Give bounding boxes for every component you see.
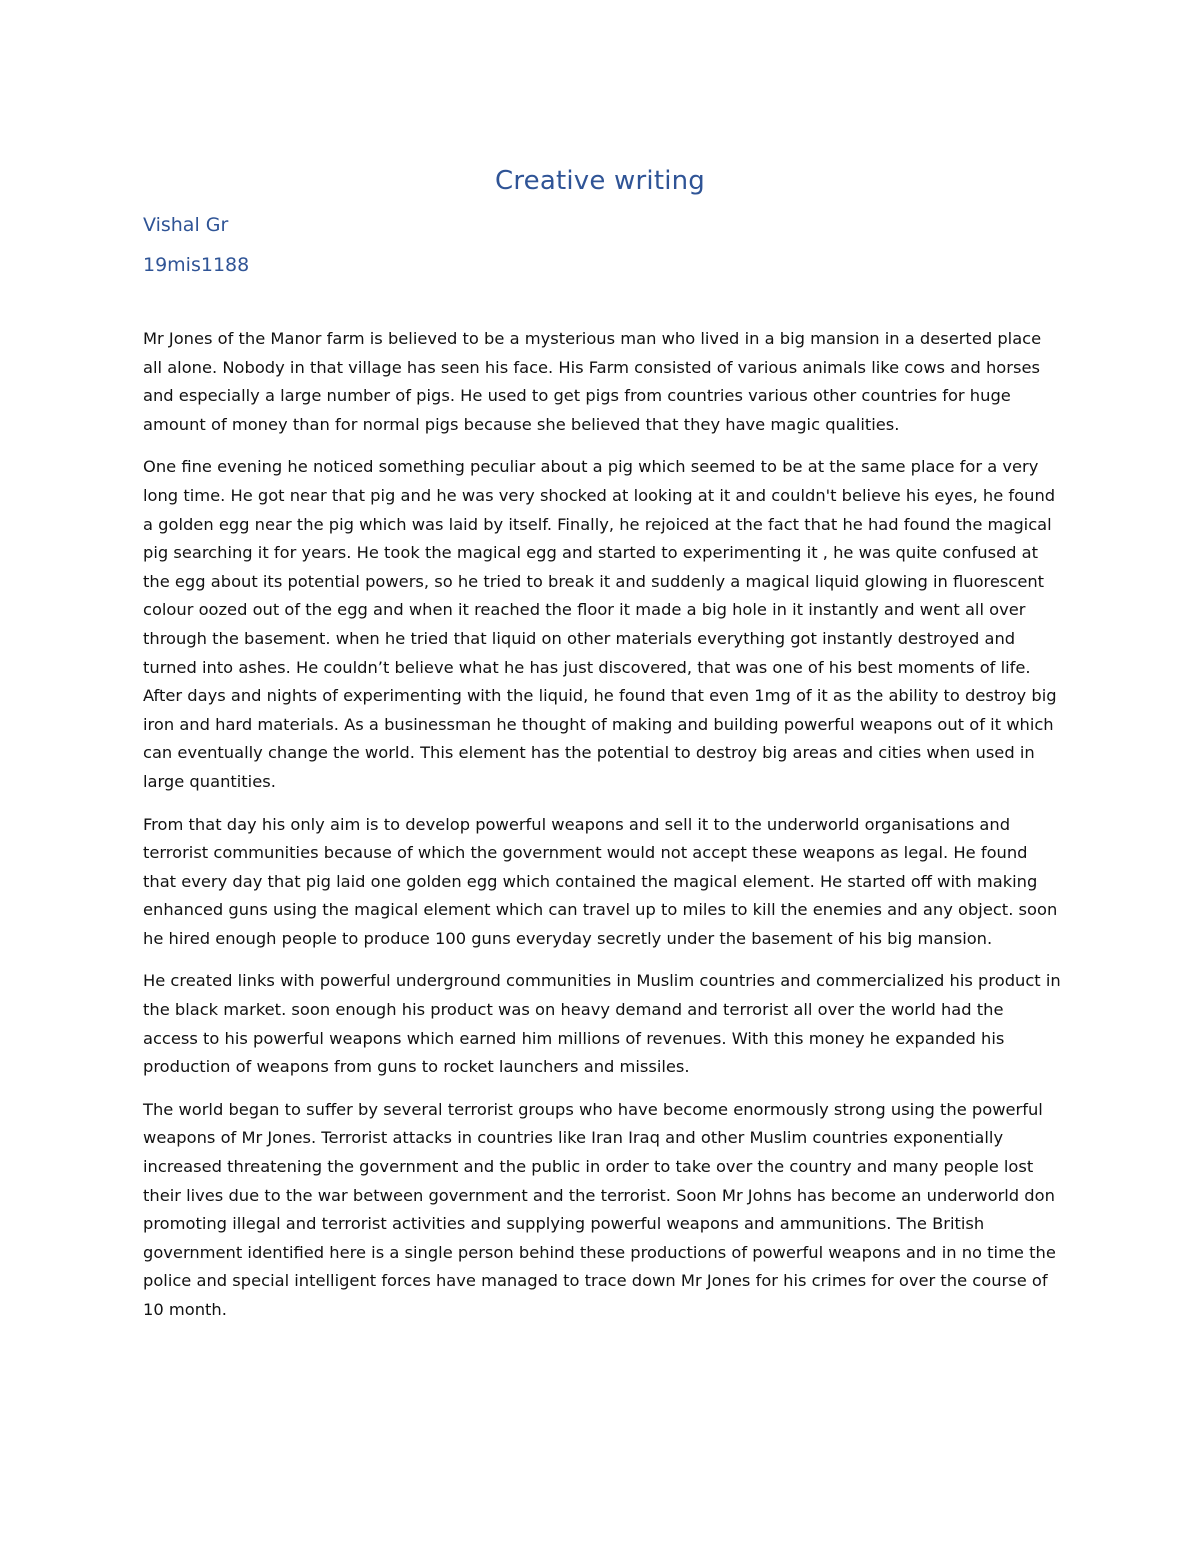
body-paragraph-1: Mr Jones of the Manor farm is believed to be a mysterious man who lived in a big mansion in a deserted place all alone. Nobody in that village has seen his face. His Farm consisted of various animals like cows and horses and especially a large number of pigs. He used to get pigs from countries various other countries for huge amount of money than for normal pigs because she believed that they have magic qualities. bbox=[143, 329, 1042, 434]
body-paragraph-3: From that day his only aim is to develop powerful weapons and sell it to the underworld organisations and terrorist communities because of which the government would not accept these weapons as legal. He found that every day that pig laid one golden egg which contained the magical element. He started off with making enhanced guns using the magical element which can travel up to miles to kill the enemies and any object. soon he hired enough people to produce 100 guns everyday secretly under the basement of his big mansion. bbox=[143, 814, 1058, 948]
body-paragraph-5: The world began to suffer by several terrorist groups who have become enormously strong using the powerful weapons of Mr Jones. Terrorist attacks in countries like Iran Iraq and other Muslim countries exponentially increased threatening the government and the public in order to take over the country and many people lost their lives due to the war between government and the terrorist. Soon Mr Johns has become an underworld don promoting illegal and terrorist activities and supplying powerful weapons and ammunitions. The British government identified here is a single person behind these productions of powerful weapons and in no time the police and special intelligent forces have managed to trace down Mr Jones for his crimes for over the course of 10 month. bbox=[143, 1099, 1056, 1319]
body-paragraph-2: One fine evening he noticed something peculiar about a pig which seemed to be at the same place for a very long time. He got near that pig and he was very shocked at looking at it and couldn't believe his eyes, he found a golden egg near the pig which was laid by itself. Finally, he rejoiced at the fact that he had found the magical pig searching it for years. He took the magical egg and started to experimenting it , he was quite confused at the egg about its potential powers, so he tried to break it and suddenly a magical liquid glowing in fluorescent colour oozed out of the egg and when it reached the floor it made a big hole in it instantly and went all over through the basement. when he tried that liquid on other materials everything got instantly destroyed and turned into ashes. He couldn’t believe what he has just discovered, that was one of his best moments of life. After days and nights of experimenting with the liquid, he found that even 1mg of it as the ability to destroy big iron and hard materials. As a businessman he thought of making and building powerful weapons out of it which can eventually change the world. This element has the potential to destroy big areas and cities when used in large quantities. bbox=[143, 457, 1057, 791]
document-body bbox=[143, 325, 1063, 1339]
author-name: Vishal Gr bbox=[143, 214, 229, 236]
body-paragraph-4: He created links with powerful underground communities in Muslim countries and commercialized his product in the black market. soon enough his product was on heavy demand and terrorist all over the world had the access to his powerful weapons which earned him millions of revenues. With this money he expanded his production of weapons from guns to rocket launchers and missiles. bbox=[143, 971, 1061, 1077]
author-id: 19mis1188 bbox=[143, 254, 250, 276]
document-title: Creative writing bbox=[494, 166, 706, 196]
